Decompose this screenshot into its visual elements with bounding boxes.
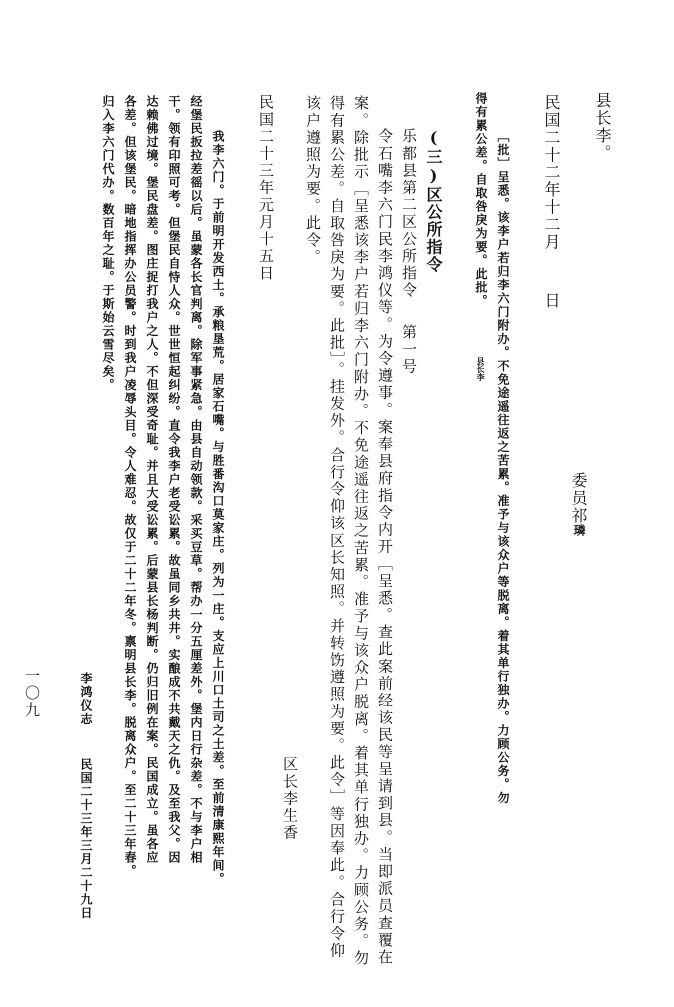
directive-heading: (三)区公所指令 — [424, 128, 443, 274]
record-line-3: 干。领有印照可考。但堡民自恃人众。世世恒起纠纷。直令我李户老受讼累。故虽同乡共井。实酿成不共戴天之仇。及至我父。因 — [167, 95, 181, 865]
directive-line-4: 该户遵照为要。此令。 — [304, 95, 322, 266]
directive-number: 第一号 — [400, 324, 418, 376]
top-signer: 委员祁 — [569, 472, 588, 525]
directive-line-1: 令石嘴李六门民李鸿仪等。为令遵事。案奉县府指令内开［呈悉。查此案前经该民等呈请到县。当即派员查覆在 — [376, 128, 394, 966]
directive-issuer: 乐都县第二区公所指令 — [400, 128, 418, 299]
record-line-2: 经堡民扳拉差徭以后。虽蒙各长官判离。除军事紧急。由县自动领款。采买豆草。帮办一分五厘差外。堡内日行杂差。不与李户相 — [189, 95, 203, 865]
directive-line-3: 得有累公差。自取咎戾为要。此批］。挂发外。合行令仰该区长知照。并转饬遵照为要。此令］等因奉此。合行令仰 — [328, 95, 346, 960]
record-line-5: 各差。但该堡民。暗地指挥办公员警。时到我户凌辱头目。令人难忍。故仅于二十二年冬。禀明县长李。脱离众户。至二十三年春。 — [123, 95, 137, 878]
record-line-4: 达赖佛过境。堡民盘差。图庄捉打我户之人。不但深受奇耻。并且大受讼累。后蒙县长杨判断。仍归旧例在案。民国成立。虽各应 — [145, 95, 159, 865]
directive-line-2: 案。除批示［呈悉该李户若归李六门附办。不免途遥往返之苦累。准予与该众户脱离。着其单行独办。力顾公务。勿 — [352, 95, 370, 968]
page-number: 一〇九 — [23, 668, 41, 719]
approval-signer: 县长李 — [476, 357, 486, 381]
record-line-6: 归入李六门代办。数百年之耻。于斯始云雪尽矣。 — [101, 95, 115, 392]
top-signer-name: 璘 — [572, 524, 586, 538]
approval-line-2: 得有累公差。自取咎戾为要。此批。 — [474, 92, 488, 308]
record-date: 民国二十三年三月二十九日 — [79, 758, 93, 920]
record-signer: 李鸿仪志 — [79, 672, 93, 726]
approval-line-1: ［批］呈悉。该李户若归李六门附办。不免途遥往返之苦累。准予与该众户等脱离。着其单行独办。力顾公务。勿 — [496, 130, 510, 805]
directive-signer: 区长李生香 — [281, 756, 299, 842]
top-date-day: 日 — [542, 292, 561, 310]
record-line-1: 我李六门。于前明开发西土。承粮垦荒。居家石嘴。与胜番沟口莫家庄。列为一庄。支应上川口土司之土差。至前清康熙年间。 — [211, 130, 225, 886]
addressee: 县长李。 — [593, 92, 612, 162]
top-date: 民国二十二年十二月 — [542, 94, 561, 251]
directive-date: 民国二十三年元月十五日 — [257, 94, 275, 283]
